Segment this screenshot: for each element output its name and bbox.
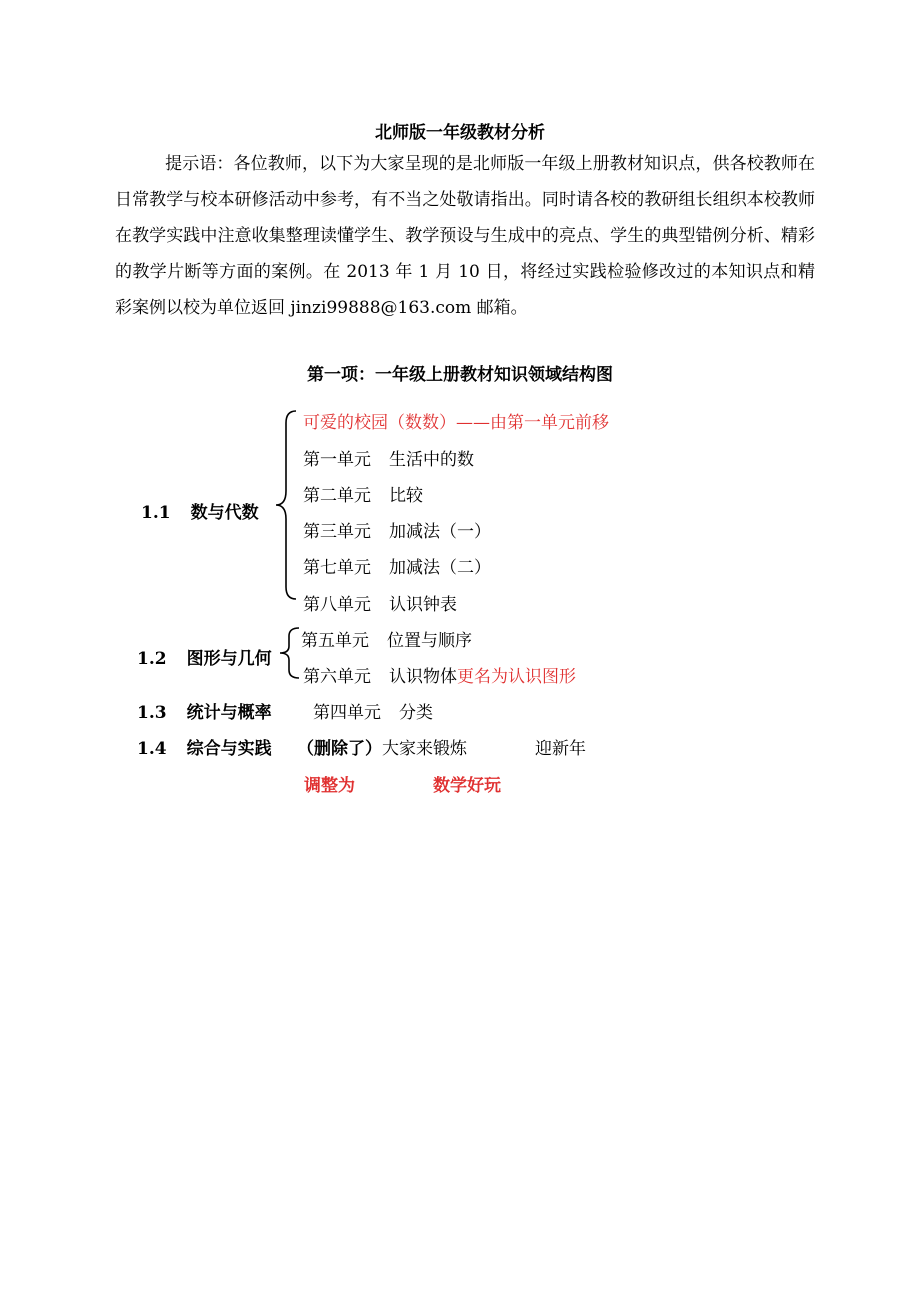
- section-title: 第一项：一年级上册教材知识领域结构图: [307, 365, 613, 385]
- practice-item-1: 大家来锻炼: [382, 739, 467, 759]
- unit-label: 第二单元: [303, 486, 371, 506]
- group-1-2-label: [137, 644, 272, 669]
- group-name: 综合与实践: [186, 739, 272, 759]
- unit-label: 第三单元: [303, 522, 371, 542]
- unit-label: 第五单元: [301, 631, 369, 651]
- item-unit-5: [301, 626, 472, 651]
- unit-name: 比较: [389, 486, 423, 506]
- group-name: 数与代数: [190, 503, 259, 523]
- item-cute-campus: 可爱的校园（数数）——由第一单元前移: [303, 413, 609, 433]
- group-name: 图形与几何: [186, 649, 272, 669]
- unit-name: 生活中的数: [389, 450, 474, 470]
- item-unit-6: [303, 662, 576, 687]
- group-number: 1.3: [137, 703, 167, 723]
- unit-name: 分类: [399, 703, 433, 723]
- group-1-1-label: [141, 498, 259, 523]
- item-unit-1: [303, 445, 474, 470]
- deleted-marker: （删除了）: [297, 739, 382, 759]
- group-number: 1.2: [137, 649, 167, 669]
- item-unit-2: [303, 481, 423, 506]
- group-number: 1.4: [137, 739, 167, 759]
- brace-group-1-1: [270, 405, 304, 605]
- new-practice-item: 数学好玩: [433, 776, 501, 796]
- practice-items: [297, 734, 467, 759]
- item-unit-7: [303, 553, 491, 578]
- unit-name: 认识物体: [389, 667, 457, 687]
- unit-name: 加减法（一）: [389, 522, 491, 542]
- group-name: 统计与概率: [186, 703, 272, 723]
- intro-text: 提示语：各位教师，以下为大家呈现的是北师版一年级上册教材知识点，供各校教师在日常教学与校本研修活动中参考，有不当之处敬请指出。同时请各校的教研组长组织本校教师在教学实践中注意收集整理读懂学生、教学预设与生成中的亮点、学生的典型错例分析、精彩的教学片断等方面的案例。在 2013 年 1 月 10 日，将经过实践检验修改过的本知识点和精彩案例以校为单位返回 jinzi99888@163.com 邮箱。: [115, 154, 815, 318]
- intro-paragraph: [115, 146, 815, 326]
- rename-note: 更名为认识图形: [457, 667, 576, 687]
- unit-label: 第四单元: [313, 703, 381, 723]
- unit-label: 第八单元: [303, 595, 371, 615]
- group-1-3-label: [137, 698, 272, 723]
- item-unit-4: [313, 698, 433, 723]
- unit-name: 认识钟表: [389, 595, 457, 615]
- adjust-label: 调整为: [304, 776, 355, 796]
- group-number: 1.1: [141, 503, 171, 523]
- unit-label: 第一单元: [303, 450, 371, 470]
- practice-item-2: 迎新年: [535, 739, 586, 759]
- item-unit-3: [303, 517, 491, 542]
- unit-name: 位置与顺序: [387, 631, 472, 651]
- item-unit-8: [303, 590, 457, 615]
- unit-name: 加减法（二）: [389, 558, 491, 578]
- unit-label: 第六单元: [303, 667, 371, 687]
- group-1-4-label: [137, 734, 272, 759]
- document-title: 北师版一年级教材分析: [375, 123, 545, 143]
- unit-label: 第七单元: [303, 558, 371, 578]
